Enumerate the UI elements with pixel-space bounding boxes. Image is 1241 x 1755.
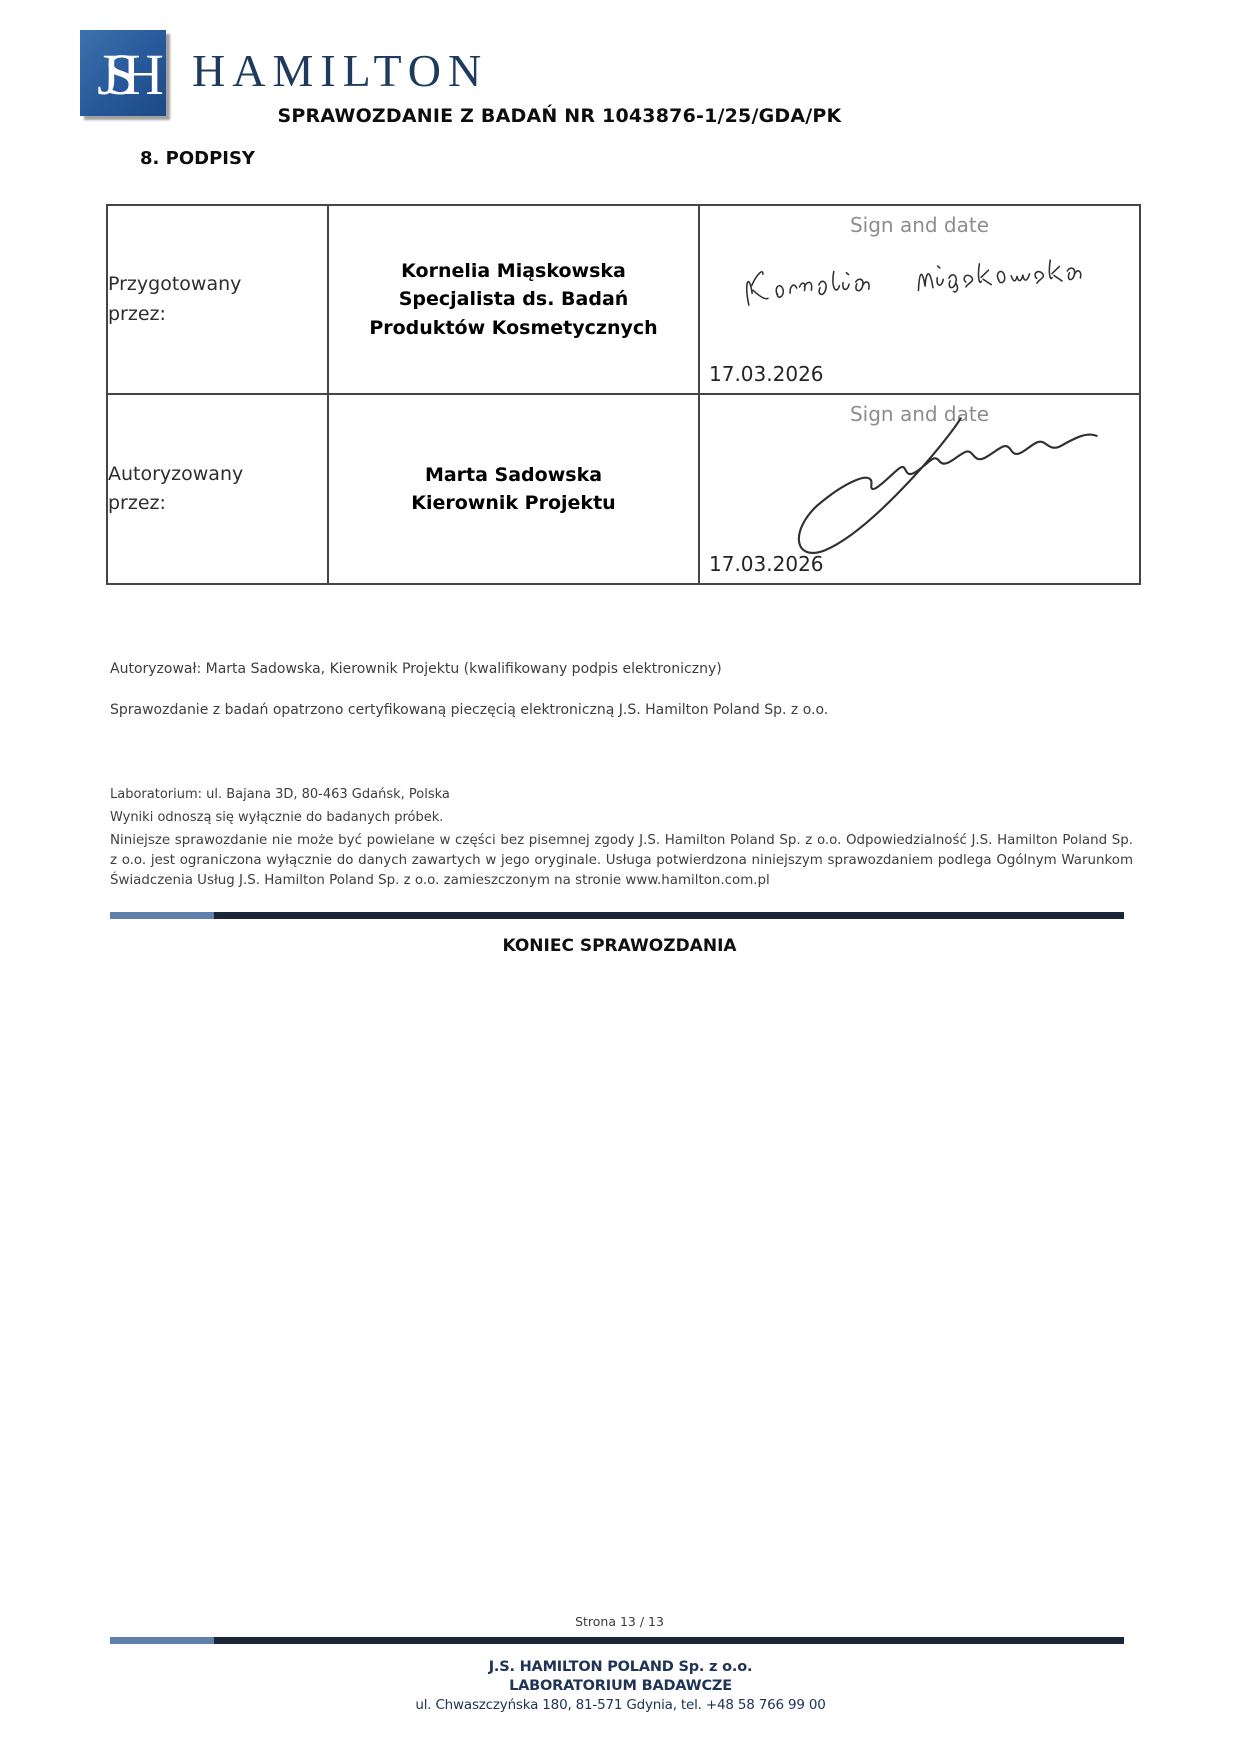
role-label-line: Autoryzowany [108,462,244,485]
signee-name: Marta Sadowska [424,463,603,486]
signature-date: 17.03.2026 [709,362,824,386]
role-cell-prepared [107,205,328,394]
jsh-monogram-icon [80,30,166,116]
signee-position: Kierownik Projektu [411,492,616,514]
brand-wordmark: HAMILTON [192,45,489,96]
signee-position: Specjalista ds. Badań [398,288,629,311]
signature-cell-prepared [699,205,1140,394]
jsh-logo-icon [80,30,166,116]
handwritten-signature-icon [736,231,1090,327]
signee-cell-prepared [328,205,699,394]
handwritten-signature-icon [752,397,1117,562]
note-results-scope: Wyniki odnoszą się wyłącznie do badanych próbek. [110,810,444,825]
note-laboratory: Laboratorium: ul. Bajana 3D, 80-463 Gdańsk, Polska [110,787,450,802]
note-authorized-by: Autoryzował: Marta Sadowska, Kierownik Projektu (kwalifikowany podpis elektroniczny) [110,661,722,677]
table-row-prepared-by [107,205,1140,394]
signature-cell-authorized [699,394,1140,584]
section-heading: 8. PODPISY [140,148,255,169]
role-label-line: przez: [108,302,166,325]
note-disclaimer: Niniejsze sprawozdanie nie może być powielane w części bez pisemnej zgody J.S. Hamilton Poland Sp. z o.o. Odpowiedzialność J.S. Hamilton Poland Sp. z o.o. jest ograniczona wyłącznie do danych zawartych w jego oryginale. Usługa potwierdzona niniejszym sprawozdaniem podlega Ogólnym Warunkom Świadczenia Usług J.S. Hamilton Poland Sp. z o.o. zamieszczonym na stronie www.hamilton.com.pl [110,833,1133,888]
divider-bar [110,912,1124,919]
end-of-report-label: KONIEC SPRAWOZDANIA [502,936,737,956]
role-label-line: przez: [108,492,166,514]
sign-and-date-hint: Sign and date [849,402,990,426]
footer-company-address: ul. Chwaszczyńska 180, 81-571 Gdynia, tel. +48 58 766 99 00 [415,1697,826,1713]
jsh-monogram-text: JSH [97,42,149,107]
divider-main-segment [214,1637,1124,1644]
page-indicator: Strona 13 / 13 [575,1614,664,1629]
report-title: SPRAWOZDANIE Z BADAŃ NR 1043876-1/25/GDA/PK [277,105,842,127]
footer-company-name: J.S. HAMILTON POLAND Sp. z o.o. [488,1659,753,1675]
signee-name: Kornelia Miąskowska [401,259,626,282]
divider-main-segment [214,912,1124,919]
signee-position: Produktów Kosmetycznych [369,316,658,339]
footer-divider-bar [110,1637,1124,1644]
signatures-table [106,204,1141,585]
divider-accent-segment [110,1637,214,1644]
sign-and-date-hint: Sign and date [849,213,990,237]
footer-department-name: LABORATORIUM BADAWCZE [509,1678,732,1694]
role-label-line: Przygotowany [108,273,242,296]
table-row-authorized-by [107,394,1140,584]
note-electronic-seal: Sprawozdanie z badań opatrzono certyfikowaną pieczęcią elektroniczną J.S. Hamilton Poland Sp. z o.o. [110,702,829,718]
signature-date: 17.03.2026 [709,552,824,576]
divider-accent-segment [110,912,214,919]
signee-cell-authorized [328,394,699,584]
role-cell-authorized [107,394,328,584]
